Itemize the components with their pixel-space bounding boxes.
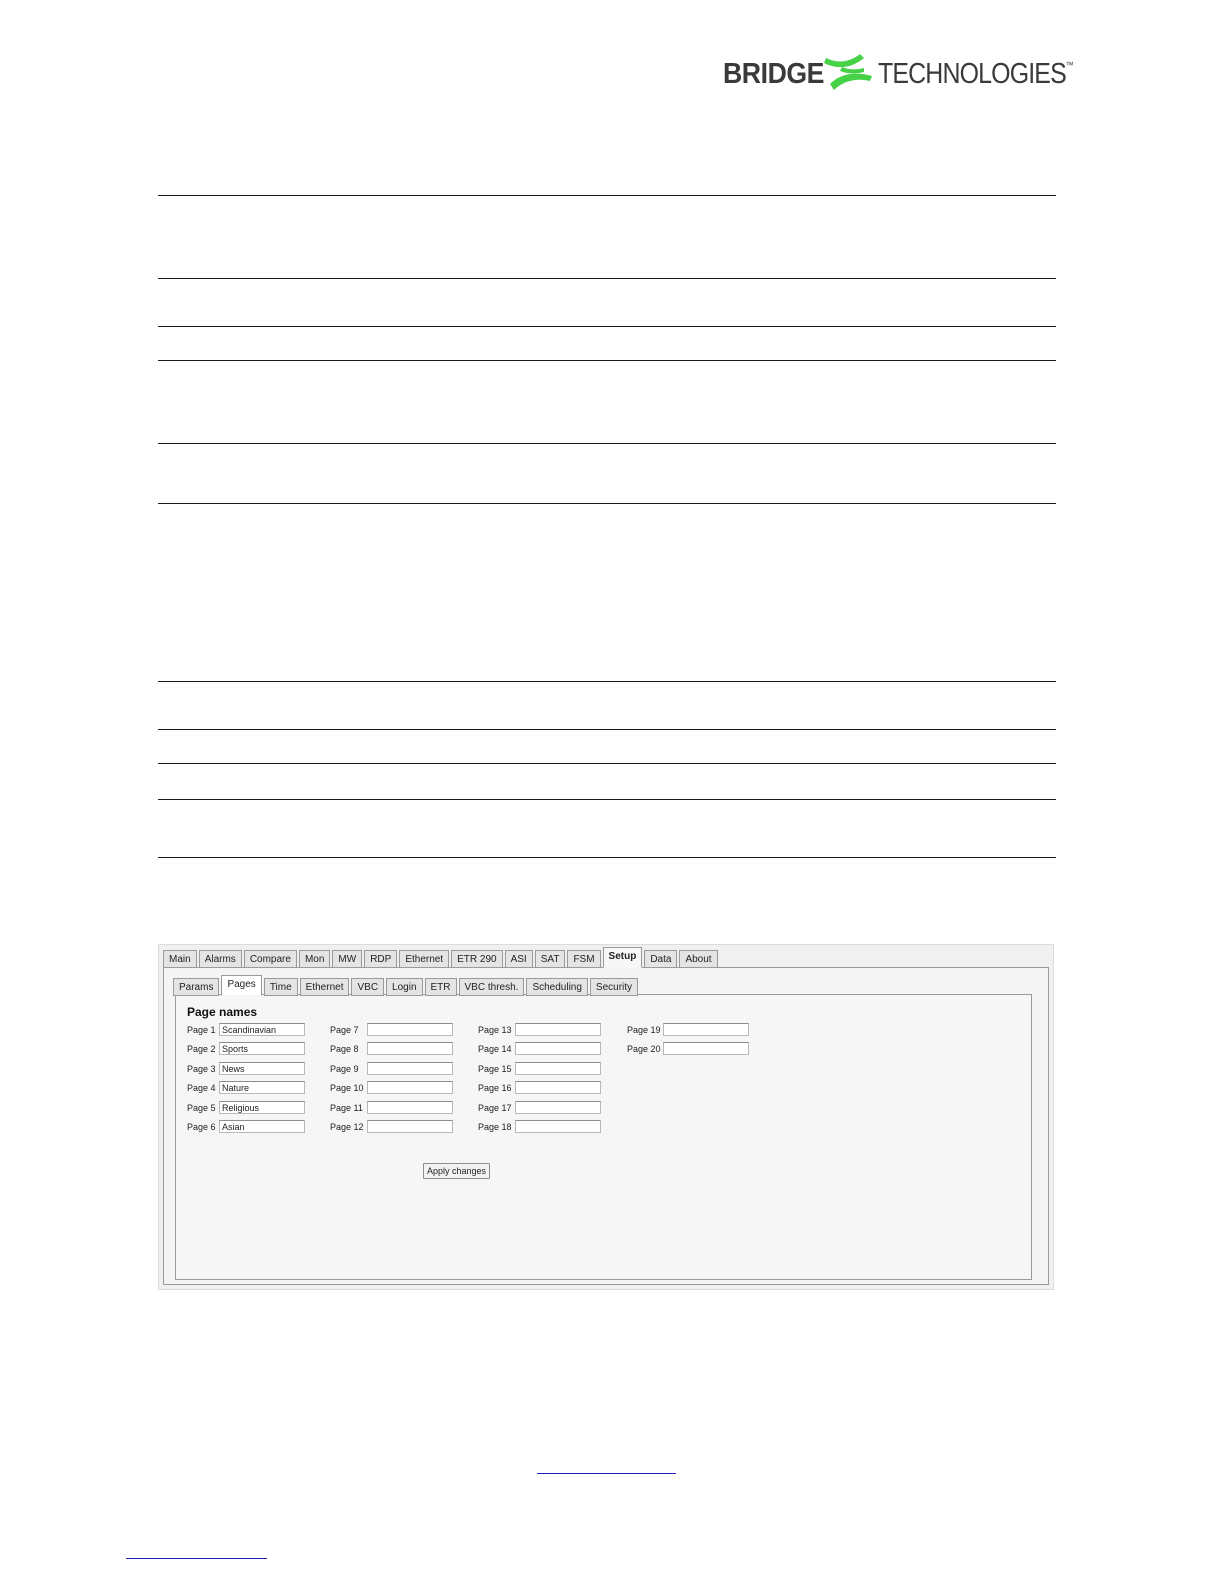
page-name-label: Page 19	[627, 1025, 661, 1035]
subtab-params[interactable]: Params	[173, 978, 219, 996]
page-name-label: Page 17	[478, 1102, 512, 1113]
subtab-login[interactable]: Login	[386, 978, 422, 996]
page-name-label: Page 8	[330, 1044, 359, 1055]
page-name-row	[478, 1119, 678, 1138]
page-name-input[interactable]: Nature	[219, 1081, 305, 1094]
page-name-label: Page 16	[478, 1083, 512, 1094]
page-name-label: Page 14	[478, 1044, 512, 1055]
page-name-input[interactable]	[663, 1023, 749, 1036]
tab-alarms[interactable]: Alarms	[199, 950, 242, 968]
divider	[158, 857, 1056, 858]
page-name-row	[627, 1022, 827, 1041]
page-name-input[interactable]	[515, 1101, 601, 1114]
tab-mw[interactable]: MW	[332, 950, 362, 968]
tab-sat[interactable]: SAT	[535, 950, 566, 968]
page-name-input[interactable]	[515, 1062, 601, 1075]
tab-setup[interactable]: Setup	[603, 947, 643, 968]
divider	[158, 443, 1056, 444]
page-name-label: Page 3	[187, 1063, 216, 1074]
divider	[158, 195, 1056, 196]
divider	[158, 799, 1056, 800]
subtab-vbc-thresh[interactable]: VBC thresh.	[459, 978, 525, 996]
divider	[158, 503, 1056, 504]
page-name-input[interactable]: Sports	[219, 1042, 305, 1055]
sub-tab-bar	[173, 978, 640, 996]
tab-about[interactable]: About	[679, 950, 717, 968]
subtab-security[interactable]: Security	[590, 978, 638, 996]
page-name-row	[478, 1061, 678, 1080]
logo-left-word: BRIDGE	[723, 58, 825, 90]
logo-right-word: TECHNOLOGIES™	[878, 58, 1073, 90]
page-name-label: Page 1	[187, 1025, 216, 1035]
tab-main[interactable]: Main	[163, 950, 197, 968]
subtab-ethernet[interactable]: Ethernet	[300, 978, 350, 996]
tab-rdp[interactable]: RDP	[364, 950, 397, 968]
page-name-input[interactable]	[367, 1101, 453, 1114]
page-name-label: Page 9	[330, 1063, 359, 1074]
page-name-input[interactable]	[367, 1062, 453, 1075]
page-name-label: Page 7	[330, 1025, 359, 1035]
page-name-input[interactable]: Asian	[219, 1120, 305, 1133]
page-name-label: Page 2	[187, 1044, 216, 1055]
page-name-label: Page 10	[330, 1083, 364, 1094]
page-name-label: Page 15	[478, 1063, 512, 1074]
setup-pages-screenshot	[158, 944, 1054, 1290]
page-name-label: Page 6	[187, 1122, 216, 1132]
divider	[158, 360, 1056, 361]
page-name-input[interactable]	[367, 1120, 453, 1133]
page-name-label: Page 5	[187, 1102, 216, 1113]
subtab-pages[interactable]: Pages	[221, 975, 261, 996]
logo-bridge-mark-icon	[820, 50, 878, 94]
subtab-etr[interactable]: ETR	[425, 978, 457, 996]
pages-tab-panel	[175, 994, 1032, 1280]
apply-changes-button[interactable]: Apply changes	[423, 1163, 490, 1179]
page-name-input[interactable]	[367, 1042, 453, 1055]
page-names-heading: Page names	[187, 1005, 258, 1019]
page-name-input[interactable]	[515, 1120, 601, 1133]
tab-compare[interactable]: Compare	[244, 950, 297, 968]
page-name-label: Page 4	[187, 1083, 216, 1094]
page-name-input[interactable]	[515, 1081, 601, 1094]
footer-link-underline[interactable]	[126, 1558, 267, 1559]
main-tab-bar	[163, 950, 720, 968]
tab-mon[interactable]: Mon	[299, 950, 330, 968]
footer-link-underline[interactable]	[537, 1473, 676, 1474]
subtab-scheduling[interactable]: Scheduling	[526, 978, 587, 996]
page-name-input[interactable]: News	[219, 1062, 305, 1075]
page-name-input[interactable]	[515, 1042, 601, 1055]
bridge-technologies-logo	[720, 48, 1073, 98]
divider	[158, 278, 1056, 279]
divider	[158, 763, 1056, 764]
page-name-row	[478, 1100, 678, 1119]
page-name-input[interactable]	[663, 1042, 749, 1055]
tab-data[interactable]: Data	[644, 950, 677, 968]
page-name-label: Page 20	[627, 1044, 661, 1055]
page-name-input[interactable]	[367, 1023, 453, 1036]
subtab-time[interactable]: Time	[264, 978, 298, 996]
tab-fsm[interactable]: FSM	[567, 950, 600, 968]
divider	[158, 326, 1056, 327]
page-name-input[interactable]	[367, 1081, 453, 1094]
divider	[158, 681, 1056, 682]
subtab-vbc[interactable]: VBC	[351, 978, 384, 996]
page-name-label: Page 11	[330, 1102, 363, 1113]
page-name-row	[627, 1041, 827, 1060]
tab-etr-290[interactable]: ETR 290	[451, 950, 502, 968]
page-name-label: Page 18	[478, 1122, 512, 1132]
page-name-row	[478, 1080, 678, 1099]
page-name-label: Page 12	[330, 1122, 364, 1132]
page-name-label: Page 13	[478, 1025, 512, 1035]
tab-ethernet[interactable]: Ethernet	[399, 950, 449, 968]
page-name-input[interactable]	[515, 1023, 601, 1036]
divider	[158, 729, 1056, 730]
tab-asi[interactable]: ASI	[505, 950, 533, 968]
page-name-input[interactable]: Scandinavian	[219, 1023, 305, 1036]
page-name-input[interactable]: Religious	[219, 1101, 305, 1114]
